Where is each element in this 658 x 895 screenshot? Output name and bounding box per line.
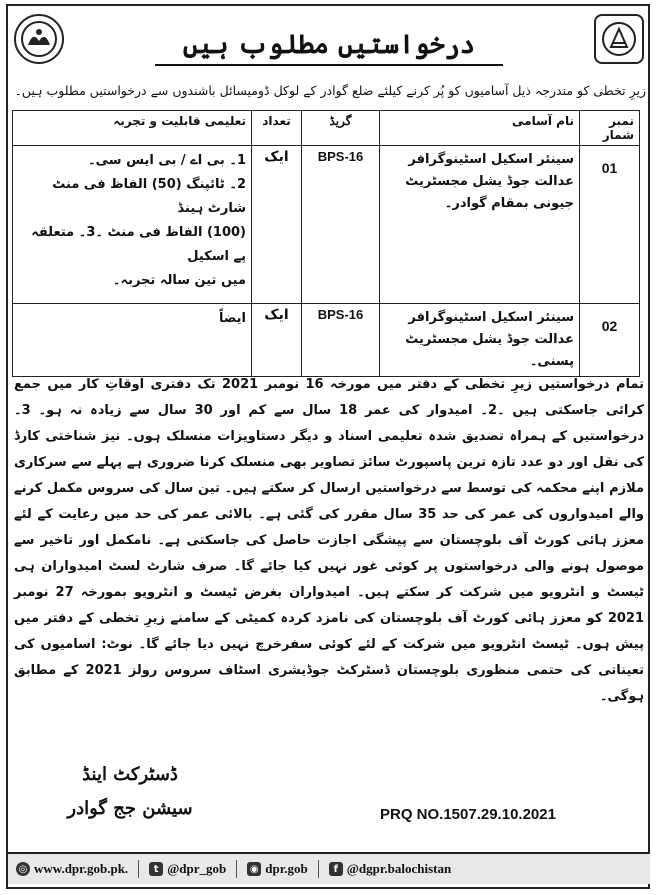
qualification-line: 2۔ ٹائپنگ (50) الفاظ فی منٹ شارٹ ہینڈ <box>52 177 246 216</box>
row-post: سینئر اسکیل اسٹینوگرافر عدالت جوڈ یشل مجسٹریٹ پسنی۔ <box>380 304 580 377</box>
footer-bar <box>8 852 650 884</box>
qualification-line: ایضاً <box>218 311 246 326</box>
header-qualification: تعلیمی قابلیت و تجربہ <box>13 111 252 146</box>
signature-line-2: سیشن جج گوادر <box>67 798 193 819</box>
page-title: درخواستیں مطلوب ہیں <box>155 30 503 66</box>
header-post: نام آسامی <box>380 111 580 146</box>
row-count: ایک <box>252 146 302 304</box>
row-grade: BPS-16 <box>302 146 380 304</box>
footer-instagram[interactable] <box>247 861 308 877</box>
signature-block <box>30 758 230 826</box>
header-count: تعداد <box>252 111 302 146</box>
footer-twitter[interactable] <box>149 861 226 877</box>
row-count: ایک <box>252 304 302 377</box>
table-row <box>13 304 640 377</box>
instagram-handle[interactable]: dpr.gob <box>265 861 308 876</box>
header-grade: گریڈ <box>302 111 380 146</box>
prq-number: PRQ NO.1507.29.10.2021 <box>380 806 556 823</box>
facebook-icon: f <box>329 862 343 876</box>
twitter-handle[interactable]: @dpr_gob <box>167 861 227 876</box>
terms-text: تمام درخواستیں زیرِ تخطی کے دفتر میں مورخہ 16 نومبر 2021 تک دفتری اوقاتِ کار میں جمع کرائی جاسکتی ہیں ۔2۔ امیدوار کی عمر 18 سال سے کم اور 30 سال سے زیادہ نہ ہو۔ 3۔ درخواستیں کے ہمراہ تصدیق شدہ تعلیمی اسناد و دیگر دستاویزات منسلک ہوں۔ نیز شناختی کارڈ کی نقل اور دو عدد تازہ ترین پاسپورٹ سائز تصاویر بھی منسلک کرنا ضروری ہے پہلے سے سرکاری ملازم اپنے محکمہ کی توسط سے درخواستیں ارسال کر سکتے ہیں۔ تین سال کی سروس مکمل کرنے والے امیدواروں کی عمر کی حد 35 سال مقرر کی گئی ہے۔ بالائی عمر کی حد میں رعایت کے لئے معزز ہائی کورٹ آف بلوچستان سے پیشگی اجازت حاصل کی جاسکتی ہے۔ نامکمل اور تاخیر سے موصول ہونے والی درخواستوں پر کوئی غور نہیں کیا جائے گا۔ صرف شارٹ لسٹ امیدواران ہی ٹیسٹ و انٹرویو میں شرکت کر سکتے ہیں۔ امیدواران بغرض ٹیسٹ و انٹرویو بمورخہ 27 نومبر 2021 کو معزز ہائی کورٹ آف بلوچستان کی نامزد کردہ کمیٹی کے سامنے زیرِ تخطی کے دفتر میں پیش ہوں۔ ٹیسٹ انٹرویو میں شرکت کے لئے کوئی سفرخرچ نہیں دیا جائے گا۔ نوٹ: اسامیوں کی تعیناتی کی حتمی منظوری بلوچستان ڈسٹرکٹ جوڈیشری اسٹاف سروس رولز 2021 کے مطابق ہوگی۔ <box>14 377 645 704</box>
footer-divider <box>318 860 319 878</box>
facebook-handle[interactable]: @dgpr.balochistan <box>346 861 452 876</box>
footer-facebook[interactable] <box>329 861 451 877</box>
website-link[interactable]: www.dpr.gob.pk. <box>34 861 129 876</box>
table-header-row <box>13 111 640 146</box>
header-serial: نمبر شمار <box>580 111 640 146</box>
footer-website[interactable] <box>16 861 128 877</box>
qualification-line: 1۔ بی اے / بی ایس سی۔ <box>88 153 246 168</box>
row-post: سینئر اسکیل اسٹینوگرافر عدالت جوڈ یشل مجسٹریٹ جیونی بمقام گوادر۔ <box>380 146 580 304</box>
table-row <box>13 146 640 304</box>
terms-paragraph <box>14 372 644 710</box>
qualification-line: (100) الفاظ فی منٹ ۔3۔ متعلقہ پے اسکیل <box>31 225 246 264</box>
row-serial: 01 <box>580 146 640 304</box>
globe-icon: ◎ <box>16 862 30 876</box>
twitter-icon: t <box>149 862 163 876</box>
row-grade: BPS-16 <box>302 304 380 377</box>
footer-divider <box>138 860 139 878</box>
signature-line-1: ڈسٹرکٹ اینڈ <box>82 764 178 785</box>
qualification-line: میں تین سالہ تجربہ۔ <box>112 273 246 288</box>
footer-divider <box>236 860 237 878</box>
instagram-icon: ◉ <box>247 862 261 876</box>
row-qualification <box>13 146 252 304</box>
row-qualification <box>13 304 252 377</box>
intro-text: زیرِ تخطی کو مندرجہ ذیل آسامیوں کو پُر کرنے کیلئے ضلع گوادر کے لوکل ڈومیسائل باشندوں سے درخواستیں مطلوب ہیں۔ <box>14 83 646 98</box>
row-serial: 02 <box>580 304 640 377</box>
posts-table <box>12 110 640 377</box>
